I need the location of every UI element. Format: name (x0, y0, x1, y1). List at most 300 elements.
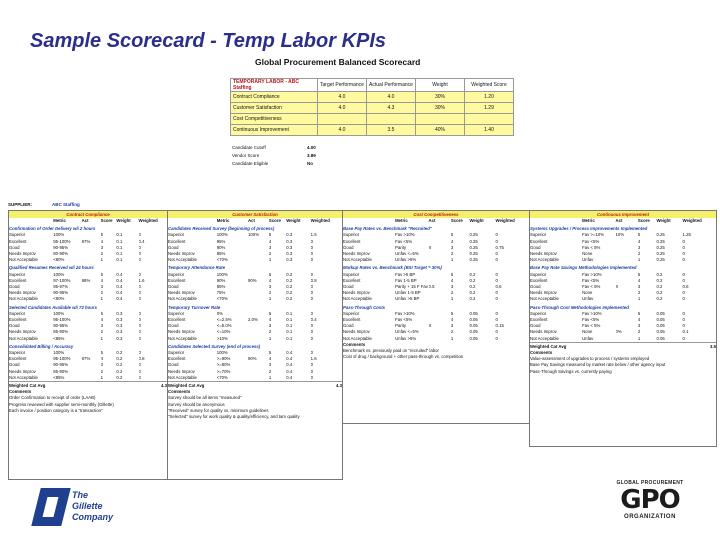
subsection-title: Consolidated Billing / Accuracy (9, 343, 74, 349)
table-cell (82, 375, 101, 381)
table-cell: 2 (450, 251, 454, 257)
table-cell: Good (343, 284, 354, 290)
table-row (9, 375, 167, 381)
table-cell: 4 (450, 317, 454, 323)
table-cell: Excellent (530, 238, 548, 244)
table-cell: 0.5 (428, 284, 435, 290)
summary-header-cell: Target Performance (318, 79, 367, 92)
table-cell: 5 (268, 310, 272, 316)
logo-line: The (72, 490, 89, 500)
candidate-row (232, 144, 316, 152)
table-cell: 0.15 (495, 323, 504, 329)
table-cell: 0 (138, 257, 141, 263)
table-cell: 0.4 (116, 296, 123, 302)
table-row (9, 336, 167, 342)
candidate-row (232, 152, 316, 160)
table-cell: Superior (168, 310, 185, 316)
gpo-mark: GPO (620, 485, 680, 515)
slide-title: Sample Scorecard - Temp Labor KPIs (30, 30, 387, 52)
table-cell: 100% (53, 271, 65, 277)
column-header: Metric (582, 218, 595, 223)
column-header: Score (637, 218, 650, 223)
weighted-avg-value: 4.3 (161, 383, 167, 389)
summary-cell: 4.0 (318, 92, 367, 103)
table-cell: Good (343, 244, 354, 250)
table-cell: 3 (268, 323, 272, 329)
table-cell: None (582, 290, 593, 296)
weighted-avg-row (9, 381, 167, 389)
table-cell: 85-90% (53, 368, 69, 374)
column-header: Metric (216, 218, 230, 223)
summary-cell: Continuous Improvement (231, 125, 318, 136)
table-cell: Not Acceptable (9, 374, 38, 380)
weighted-avg-row (530, 342, 716, 350)
table-cell: 0.8 (138, 356, 145, 362)
table-cell: 0.25 (469, 238, 478, 244)
table-cell: 2 (100, 251, 104, 257)
candidate-label: Candidate Cutoff (232, 145, 266, 150)
subsection-title: Temporary Attendance Rate (168, 265, 225, 271)
supplier-line (8, 202, 80, 207)
table-cell: 0.4 (286, 362, 293, 368)
table-cell: 2 (450, 290, 454, 296)
table-cell: Superior (9, 350, 26, 356)
table-cell: X (615, 284, 619, 290)
column-header (530, 218, 582, 224)
table-cell: 4 (268, 277, 272, 283)
table-cell: 0.2 (656, 296, 663, 302)
table-cell: 1 (100, 374, 104, 380)
table-cell: 5 (450, 271, 454, 277)
table-cell: Fav <5% (582, 277, 600, 283)
table-cell: 0.25 (656, 257, 665, 263)
table-cell: 10% (615, 232, 625, 238)
table-cell: 0.2 (656, 290, 663, 296)
subsection-title: Selected Candidates Available w/i 72 hours (9, 304, 97, 310)
table-cell: Good (9, 284, 20, 290)
table-cell: 2 (637, 329, 641, 335)
table-cell: 0 (310, 257, 314, 263)
table-cell: Superior (168, 271, 185, 277)
table-cell: 1 (268, 257, 272, 263)
table-cell: 5 (637, 232, 641, 238)
summary-row (231, 125, 514, 136)
table-cell: Excellent (530, 277, 548, 283)
column-header-row (168, 218, 342, 224)
table-row (168, 296, 342, 302)
table-cell: 0.05 (656, 310, 665, 316)
table-cell: 0.4 (116, 271, 123, 277)
table-cell: Unfav (582, 335, 594, 341)
table-cell: 0.25 (656, 244, 665, 250)
gpo-logo (602, 480, 698, 520)
table-cell: 98% (81, 277, 91, 283)
table-cell: 1 (450, 335, 454, 341)
column-header: Score (450, 218, 463, 223)
table-row (343, 336, 529, 342)
table-cell: 0 (495, 290, 498, 296)
column-header: Act (615, 218, 623, 223)
table-cell: None (582, 251, 593, 257)
table-cell: 0.25 (469, 251, 478, 257)
table-cell: 0.4 (116, 284, 123, 290)
table-cell: 2.0% (248, 317, 258, 323)
table-cell: 97% (81, 356, 91, 362)
table-cell: 1.6 (138, 277, 145, 283)
table-cell: Excellent (9, 317, 27, 323)
table-cell: 0 (310, 290, 314, 296)
table-row (168, 375, 342, 381)
table-cell: 0.05 (656, 329, 665, 335)
table-cell: 3 (100, 323, 104, 329)
table-cell: 100% (53, 310, 65, 316)
table-cell: Needs Improv (168, 290, 195, 296)
table-cell (82, 296, 101, 302)
table-cell: 0 (138, 251, 141, 257)
table-cell: 0.05 (469, 335, 478, 341)
table-cell: Unfav >5% (395, 257, 417, 263)
table-cell: 0 (138, 329, 141, 335)
table-cell: Fav 1-5 BP (395, 277, 417, 283)
column-header: Metric (395, 218, 408, 223)
comment-note: Progress reviewed with supplier semi-monthly (Gillette) (9, 401, 114, 407)
table-cell: Not Acceptable (530, 296, 559, 302)
summary-header-cell: Weighted Score (465, 79, 514, 92)
table-cell: Unfav <=5% (395, 251, 419, 257)
weighted-avg-value: 3.5 (710, 343, 716, 349)
table-cell: 0 (310, 368, 314, 374)
table-cell: 4 (100, 356, 104, 362)
comments-label: Comments (168, 389, 191, 395)
candidate-value: 3.89 (307, 153, 316, 158)
section-title: Cost Competitiveness (343, 211, 529, 218)
table-cell: 1 (268, 374, 272, 380)
table-cell: 3 (268, 244, 272, 250)
table-cell: 4 (268, 317, 272, 323)
table-cell: 1.6 (310, 356, 317, 362)
table-cell: <90% (53, 296, 65, 302)
table-cell: 0.1 (286, 317, 293, 323)
table-cell: 0.1 (116, 238, 123, 244)
table-cell: Good (9, 362, 20, 368)
table-cell: 0 (310, 271, 314, 277)
column-header: Weight (116, 218, 131, 223)
table-cell: 0.25 (656, 251, 665, 257)
table-cell: Not Acceptable (9, 257, 38, 263)
comments-label: Comments (530, 350, 553, 356)
table-cell: 0.25 (469, 232, 478, 238)
table-cell: 0.3 (286, 238, 293, 244)
table-cell: 3 (637, 284, 641, 290)
table-cell: Fav < 5% (582, 323, 601, 329)
column-header: Score (100, 218, 113, 223)
summary-table (230, 78, 514, 136)
table-cell: 4 (637, 238, 641, 244)
column-header: Act (428, 218, 436, 223)
table-cell: Fav >5 BP (395, 271, 416, 277)
comment-note: Pass-Through Savings vs. currently paying (530, 368, 612, 374)
table-cell: Needs Improv (168, 251, 195, 257)
table-cell: 90% (216, 277, 226, 283)
table-cell: Not Acceptable (9, 296, 38, 302)
table-cell: 95% (216, 238, 226, 244)
table-cell: 0.1 (116, 244, 123, 250)
table-cell: 0.05 (469, 317, 478, 323)
table-row (343, 296, 529, 302)
summary-cell: 4.3 (367, 103, 416, 114)
table-cell: 0 (495, 310, 498, 316)
table-cell: 100% (248, 232, 260, 238)
table-cell: 0.4 (116, 290, 123, 296)
table-cell: 1 (100, 335, 104, 341)
table-cell: 0 (682, 257, 685, 263)
table-cell: 90% (248, 277, 257, 283)
table-cell: 0.2 (286, 271, 293, 277)
table-cell: 0.2 (116, 368, 123, 374)
table-cell: Unfav >5 BP (395, 296, 420, 302)
summary-cell: 4.0 (318, 125, 367, 136)
table-cell: 0 (310, 323, 314, 329)
table-cell: Not Acceptable (9, 335, 38, 341)
table-cell: 0.1 (286, 335, 293, 341)
table-row (9, 257, 167, 263)
table-cell: 0 (495, 251, 498, 257)
column-header: Metric (53, 218, 66, 223)
column-header: Weighted (138, 218, 158, 223)
subsection-title: Base Pay Rate Savings Methodologies Implemented (530, 265, 637, 271)
table-cell: <70% (216, 257, 228, 263)
section-title: Contract Compliance (9, 211, 167, 218)
table-cell: 3 (450, 323, 454, 329)
table-cell: 0 (310, 238, 314, 244)
table-cell: Superior (530, 271, 547, 277)
table-cell: Fav >10% (395, 232, 415, 238)
table-cell: 0.4 (286, 374, 293, 380)
table-cell: 0.1 (286, 329, 293, 335)
table-cell: 2 (637, 290, 641, 296)
table-cell: Parity (395, 244, 407, 250)
table-cell: 0.05 (656, 317, 665, 323)
table-cell: 1 (450, 296, 454, 302)
table-cell: 0.1 (116, 232, 123, 238)
table-cell: 0 (495, 296, 498, 302)
table-cell: 1 (268, 296, 272, 302)
candidate-label: Vendor Score (232, 153, 260, 158)
table-cell: 0.2 (116, 350, 123, 356)
subsection-title: Temporary Turnover Rate (168, 304, 221, 310)
table-cell: 0.25 (469, 257, 478, 263)
table-cell: Fav <5% (582, 317, 600, 323)
table-cell: Fav >10% (395, 310, 415, 316)
table-cell: Not Acceptable (343, 257, 372, 263)
table-cell: 0 (138, 244, 141, 250)
table-cell: 0.2 (286, 277, 293, 283)
table-cell: Good (168, 362, 179, 368)
table-cell: 0.2 (116, 362, 123, 368)
table-cell: Not Acceptable (168, 374, 197, 380)
table-cell: 4 (100, 238, 104, 244)
table-cell: 0 (682, 271, 685, 277)
table-row (343, 257, 529, 263)
table-cell: Needs Improv (530, 290, 557, 296)
table-cell: Superior (343, 232, 360, 238)
table-cell: Fav <5% (395, 317, 413, 323)
table-cell: 0.2 (469, 277, 476, 283)
table-cell: Good (168, 284, 179, 290)
table-cell: Not Acceptable (343, 335, 372, 341)
summary-cell: 1.29 (465, 103, 514, 114)
table-cell: 5 (100, 232, 104, 238)
table-cell: 0 (682, 310, 685, 316)
supplier-name: ABC Staffing (52, 202, 80, 207)
table-cell: 0.3 (116, 329, 123, 335)
weighted-avg-label: Weighted Cat Avg (530, 343, 567, 349)
table-cell: 0 (682, 335, 685, 341)
table-cell: 5 (100, 271, 104, 277)
table-cell: 0.1 (116, 257, 123, 263)
summary-header-cell: TEMPORARY LABOR - ABC Staffing (231, 79, 318, 92)
table-cell: >10% (216, 335, 228, 341)
table-cell: 4 (100, 317, 104, 323)
table-cell: 0.05 (469, 329, 478, 335)
table-cell: 0.3 (116, 317, 123, 323)
table-cell: 5 (268, 232, 272, 238)
table-cell: 0 (495, 232, 498, 238)
table-cell: 0 (682, 317, 685, 323)
table-cell: 0.25 (656, 238, 665, 244)
table-cell: 2 (100, 329, 104, 335)
table-cell: Needs Improv (343, 329, 370, 335)
table-cell: 0 (682, 238, 685, 244)
table-cell: 5 (268, 271, 272, 277)
subsection-title: Candidates Received Survey (beginning of process) (168, 226, 275, 232)
table-cell: 0 (682, 251, 685, 257)
table-cell (616, 296, 638, 302)
table-cell: 0 (495, 271, 498, 277)
table-cell: Not Acceptable (530, 335, 559, 341)
table-cell: Fav < 5% (582, 244, 601, 250)
table-cell: Excellent (9, 238, 27, 244)
table-cell: Excellent (168, 238, 186, 244)
table-cell: 2 (268, 251, 272, 257)
table-cell: Excellent (9, 356, 27, 362)
table-cell: Superior (168, 232, 185, 238)
summary-cell: Contract Compliance (231, 92, 318, 103)
table-cell: 2 (268, 329, 272, 335)
table-cell: 0.2 (469, 284, 476, 290)
table-cell: 0 (310, 244, 314, 250)
table-cell: Not Acceptable (168, 335, 197, 341)
table-cell: 3 (100, 362, 104, 368)
table-cell: 3 (268, 284, 272, 290)
table-cell: 0.2 (116, 374, 123, 380)
table-cell: 0.25 (469, 244, 478, 250)
table-cell: 0 (682, 244, 685, 250)
comments-label: Comments (343, 341, 366, 347)
table-cell: 90-95% (53, 244, 69, 250)
table-cell: <70% (216, 296, 228, 302)
weighted-avg-value: 4.3 (336, 383, 342, 389)
table-cell: 90% (248, 356, 257, 362)
table-cell (82, 336, 101, 342)
comment-note: "Selected" survey for work quality & quality/efficiency, and tam quality (168, 414, 300, 420)
table-cell: 3 (100, 244, 104, 250)
table-cell: 100% (216, 232, 228, 238)
table-cell: 2 (450, 329, 454, 335)
table-cell: 5 (637, 271, 641, 277)
section-continuous-improvement (529, 210, 717, 447)
table-cell: >=80% (216, 362, 231, 368)
table-cell: Superior (168, 350, 185, 356)
comment-note: Survey should be anonymous (168, 401, 225, 407)
table-row (530, 257, 716, 263)
table-cell: Unfav (582, 257, 594, 263)
table-cell: 0.6 (495, 284, 502, 290)
table-cell: 1 (100, 257, 104, 263)
table-cell: Superior (343, 271, 360, 277)
table-cell: 0 (495, 329, 498, 335)
table-cell: Good (530, 244, 541, 250)
table-cell: 0.3 (116, 310, 123, 316)
column-header: Weighted (682, 218, 702, 223)
table-cell: 5 (450, 232, 454, 238)
table-cell: 0.2 (286, 296, 293, 302)
table-cell: 0.3 (286, 251, 293, 257)
table-cell: 0.3 (116, 335, 123, 341)
table-cell: 0 (138, 317, 141, 323)
table-cell: 0 (495, 238, 498, 244)
table-cell: 0 (310, 329, 314, 335)
summary-header-cell: Actual Performance (367, 79, 416, 92)
table-cell: <=10% (216, 329, 231, 335)
table-cell: Needs Improv (9, 290, 36, 296)
table-cell: 4 (100, 277, 104, 283)
supplier-label: SUPPLIER: (8, 202, 33, 207)
table-cell: 0 (138, 296, 141, 302)
table-cell: Good (9, 244, 20, 250)
table-cell: Excellent (343, 277, 361, 283)
table-cell: 5 (100, 350, 104, 356)
gillette-logo-mark (31, 488, 70, 526)
subsection-title: Pass-Through Cost Methodologies Implemented (530, 304, 629, 310)
section-customer-satisfaction (167, 210, 343, 480)
column-header (168, 218, 217, 224)
summary-cell: 1.40 (465, 125, 514, 136)
table-cell: 0.2 (656, 277, 663, 283)
table-cell: Needs Improv (168, 329, 195, 335)
table-cell: Superior (343, 310, 360, 316)
summary-cell: 3.5 (367, 125, 416, 136)
table-cell: 85% (216, 284, 226, 290)
summary-cell (416, 114, 465, 125)
table-cell: Excellent (168, 356, 186, 362)
table-cell: 97% (81, 238, 91, 244)
summary-cell (367, 114, 416, 125)
table-cell: 0 (138, 323, 141, 329)
table-cell: 0 (495, 257, 498, 263)
subsection-title: Pass-Through Costs (343, 304, 386, 310)
table-cell: 0.8 (310, 277, 317, 283)
column-header: Weight (656, 218, 671, 223)
table-cell (248, 257, 269, 263)
table-cell: 1 (268, 335, 272, 341)
table-cell: Superior (530, 232, 547, 238)
column-header-row (343, 218, 529, 224)
summary-cell: 30% (416, 92, 465, 103)
table-cell: 3 (268, 362, 272, 368)
table-cell: Excellent (168, 317, 186, 323)
table-cell: 0.1 (682, 329, 689, 335)
